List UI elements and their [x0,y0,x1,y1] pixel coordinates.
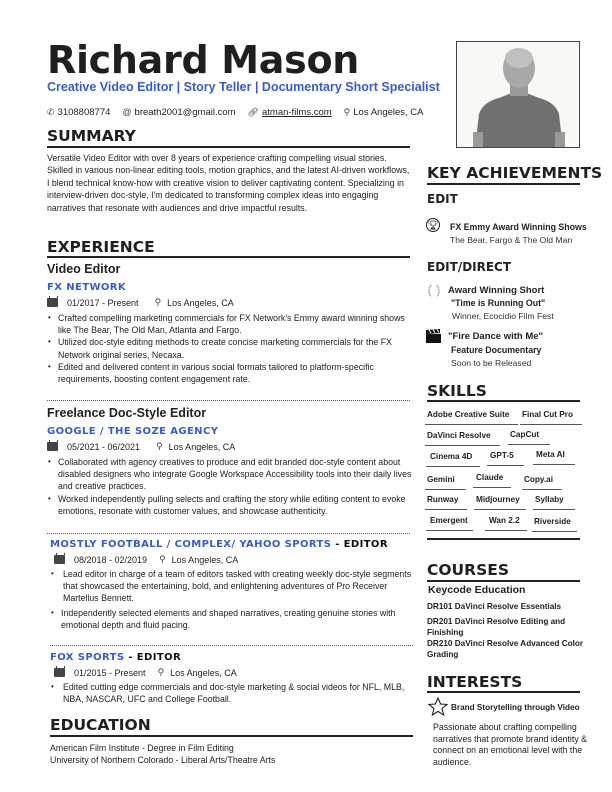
company-name [47,282,415,293]
job-title: Video Editor [47,262,121,276]
skill-tag: Wan 2.2 [485,516,527,531]
education-list [50,742,415,767]
job-dates: 05/2021 - 06/2021 [67,441,141,452]
dotted-divider [47,400,410,401]
achievement-sub: The Bear, Fargo & The Old Man [450,235,573,245]
experience-title: EXPERIENCE [47,238,155,256]
job-bullets [47,456,415,517]
calendar-icon [54,555,65,564]
bullet: • Crafted compelling marketing commercials for FX Network's Emmy award winning shows like The Bear, The Old Man, Atlanta and Fargo. [47,312,415,336]
bullet: • Utilized doc-style editing methods to create concise marketing commercials for the FX Network original series, Necaxa. [47,336,415,360]
course-item: DR101 DaVinci Resolve Essentials [427,602,562,611]
bullet: • Collaborated with agency creatives to produce and edit branded doc-style content about disabled designers who integrate Google Workspace Accessibility tools into their daily lives and creative practices. [47,456,415,493]
clapperboard-icon [426,329,441,343]
job-meta [47,297,415,308]
company-label: FOX SPORTS [50,652,125,663]
contact-website [248,107,332,118]
skill-tag: Runway [425,495,467,510]
achievement-title: Award Winning Short [448,285,545,296]
summary-rule [47,146,410,148]
achievement-title-2: Feature Documentary [451,345,542,355]
link-icon: 🔗︎ [247,107,259,117]
job-bullets [50,568,416,631]
role-label: - EDITOR [331,539,388,550]
skill-tag: Final Cut Pro [520,410,582,425]
edit-direct-subtitle: EDIT/DIRECT [427,260,512,274]
interest-text: Passionate about crafting compelling narratives that promote brand identity & connect on an emotional level with the audience. [433,722,588,767]
calendar-icon [47,298,58,307]
skill-tag: Emergent [426,516,473,531]
course-provider: Keycode Education [428,584,526,596]
job-dates: 08/2018 - 02/2019 [74,554,148,565]
star-icon [428,697,448,716]
website-link[interactable]: atman-films.com [261,107,332,118]
skill-tag: Midjourney [474,495,526,510]
company-name [50,539,416,550]
pin-icon: ⚲ [159,554,166,564]
job-dates: 01/2017 - Present [67,297,139,308]
achievement-sub: Soon to be Released [451,358,532,368]
contact-location [344,107,424,118]
education-rule [50,735,413,737]
interest-title: Brand Storytelling through Video [451,703,580,712]
bullet: • Independently selected elements and shaped narratives, creating genuine stories with emotional depth and fluid pacing. [50,607,416,631]
at-icon: @ [122,107,132,117]
job-entry [47,406,415,517]
skill-tag: GPT-5 [487,451,524,466]
contact-email [122,107,235,118]
dotted-divider [50,645,413,646]
phone-text: 3108808774 [57,107,111,118]
skill-tag: DaVinci Resolve [425,431,500,446]
skill-tag: Adobe Creative Suite [425,410,518,425]
job-entry [47,262,415,385]
company-name [47,426,415,437]
experience-rule [47,256,410,258]
interests-rule [427,691,580,693]
calendar-icon [47,442,58,451]
job-location: Los Angeles, CA [167,297,234,308]
job-location: Los Angeles, CA [168,441,236,452]
candidate-name: Richard Mason [47,38,360,82]
dotted-divider [47,533,410,534]
company-label: MOSTLY FOOTBALL / COMPLEX/ YAHOO SPORTS [50,539,332,550]
trophy-icon: 🏆︎ [426,218,440,232]
phone-icon: ✆ [47,107,55,117]
edit-subtitle: EDIT [427,192,458,206]
courses-rule [427,580,580,582]
company-label: GOOGLE / THE SOZE AGENCY [47,426,219,437]
skills-rule [427,400,580,402]
education-item: American Film Institute - Degree in Film Editing [50,743,234,753]
education-title: EDUCATION [50,716,151,734]
education-item: University of Northern Colorado - Liberal Arts/Theatre Arts [50,755,276,766]
email-text: breath2001@gmail.com [134,107,236,118]
tagline: Creative Video Editor | Story Teller | Documentary Short Specialist [47,80,440,94]
skill-tag: Claude [473,473,511,488]
laurel-icon [426,283,442,299]
job-location: Los Angeles, CA [170,667,237,678]
role-label: - EDITOR [124,652,182,663]
job-entry [50,539,416,631]
pin-icon: ⚲ [156,441,163,451]
pin-icon: ⚲ [154,297,162,307]
achievement-sub: Winner, Ecocidio Film Fest [452,311,554,321]
job-title: Freelance Doc-Style Editor [47,406,207,420]
bullet: • Lead editor in charge of a team of editors tasked with creating weekly doc-style segments that showcased the entertaining, bold, and enlightening adventures of Pro Receiver Martellus Bennett. [50,568,416,605]
job-dates: 01/2015 - Present [74,667,146,678]
skill-tag: Cinema 4D [426,452,480,467]
skill-tag: Syllaby [533,495,575,510]
job-meta [50,667,416,678]
skills-title: SKILLS [427,382,487,400]
achievement-title-2: "Time is Running Out" [451,298,546,308]
pin-icon: ⚲ [343,107,351,117]
job-bullets [50,681,416,705]
company-label: FX NETWORK [47,282,127,293]
achievement-title: "Fire Dance with Me" [448,331,544,342]
bullet: • Edited and delivered content in various social formats tailored to platform-specific requirements, boosting content engagement rate. [47,361,415,385]
contact-phone [47,107,110,118]
skill-tag: Riverside [532,517,577,532]
job-meta [50,554,416,565]
job-entry [50,652,416,705]
course-item: DR210 DaVinci Resolve Advanced Color Grading [427,639,584,659]
courses-title: COURSES [427,561,509,579]
interests-title: INTERESTS [427,673,523,691]
skill-tag: Meta AI [533,450,575,465]
course-item: DR201 DaVinci Resolve Editing and Finishing [427,617,566,637]
location-text: Los Angeles, CA [353,107,424,118]
pin-icon: ⚲ [157,667,165,677]
achievements-rule [427,183,580,185]
achievements-title: KEY ACHIEVEMENTS [427,164,603,182]
job-bullets [47,312,415,385]
company-name [50,652,416,663]
skill-tag: CapCut [508,430,550,445]
summary-title: SUMMARY [47,127,136,145]
bullet: • Worked independently pulling selects and crafting the story while editing content to evoke emotions, resonate with customer values, and showcase authenticity. [47,493,415,517]
skills-bottom-rule [427,538,580,540]
bullet: • Edited cutting edge commercials and doc-style marketing & social videos for NFL, MLB, NBA, NASCAR, UFC and College Football. [50,681,416,705]
achievement-title: FX Emmy Award Winning Shows [450,222,587,232]
job-meta [47,441,415,452]
job-location: Los Angeles, CA [171,554,239,565]
contact-row [47,107,424,118]
profile-photo [456,41,580,148]
summary-text: Versatile Video Editor with over 8 years of experience crafting compelling visual stories. Skilled in various non-linear editing tools, motion graphics, and the latest AI-driven workflows, I blend technical know-how with creative vision to deliver captivating content. Specializing in interview-driven doc-style, I'm dedicated to transforming complex ideas into engaging narratives that resonate with audiences and drive impactful results. [47,153,410,213]
portrait-image [457,42,580,148]
calendar-icon [54,668,65,677]
skill-tag: Copy.ai [522,475,562,490]
skill-tag: Gemini [425,475,466,490]
